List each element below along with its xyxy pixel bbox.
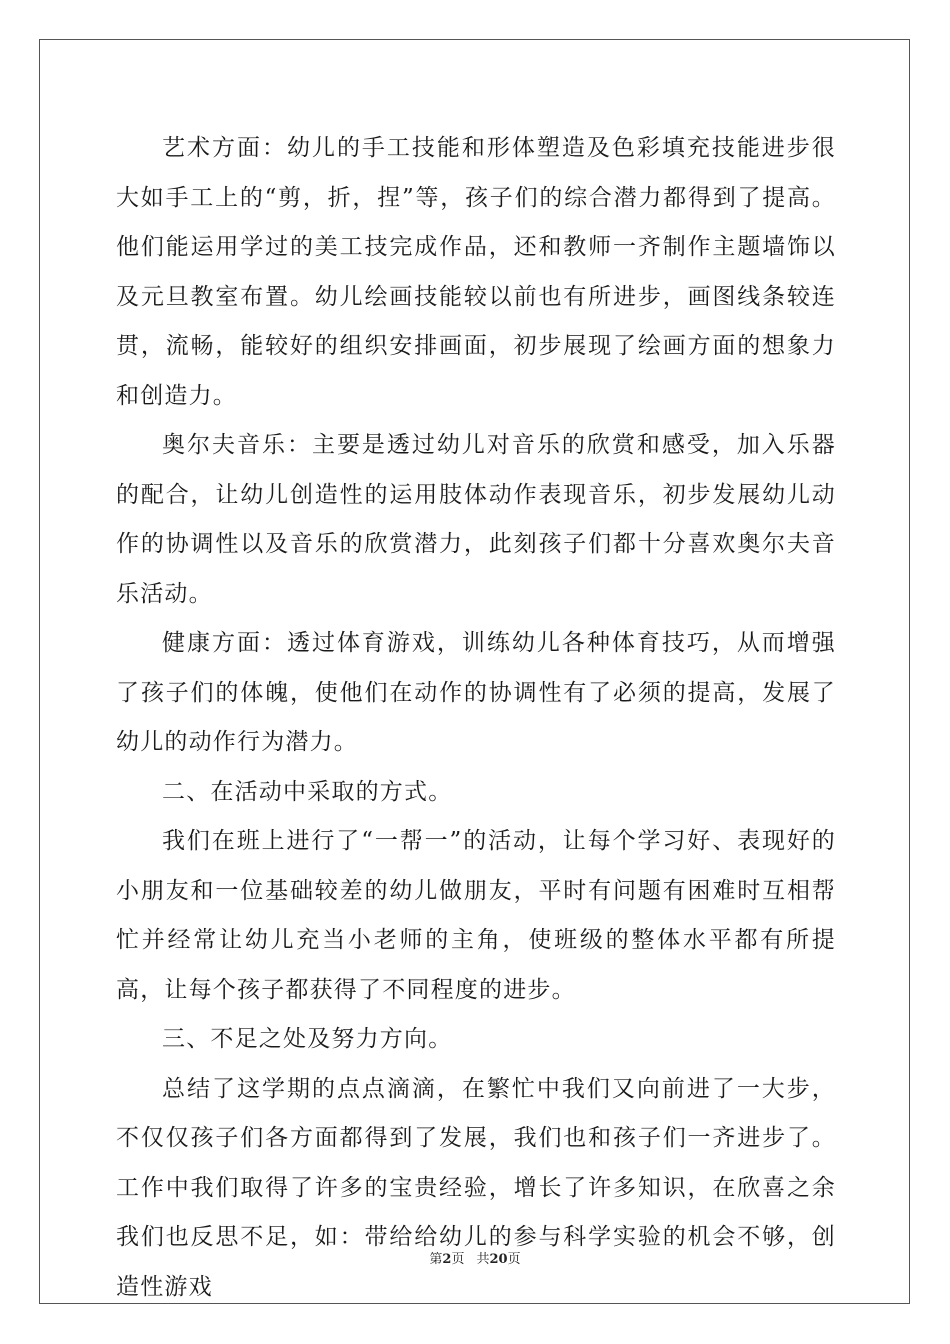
- paragraph-health: 健康方面：透过体育游戏，训练幼儿各种体育技巧，从而增强了孩子们的体魄，使他们在动作的协调性有了必须的提高，发展了幼儿的动作行为潜力。: [116, 630, 836, 755]
- footer-page-number: 2: [442, 1252, 452, 1267]
- section-heading-shortcomings: 三、不足之处及努力方向。: [162, 1026, 453, 1052]
- footer-total-prefix: 共: [476, 1252, 490, 1267]
- paragraph-summary: 总结了这学期的点点滴滴，在繁忙中我们又向前进了一大步，不仅仅孩子们各方面都得到了发展，我们也和孩子们一齐进步了。工作中我们取得了许多的宝贵经验，增长了许多知识，在欣喜之余我们也反思不足，如：带给给幼儿的参与科学实验的机会不够，创造性游戏: [116, 1075, 836, 1300]
- footer-page-suffix: 页: [451, 1252, 465, 1267]
- footer-total-suffix: 页: [507, 1252, 521, 1267]
- paragraph-art: 艺术方面：幼儿的手工技能和形体塑造及色彩填充技能进步很大如手工上的“剪，折，捏”等，孩子们的综合潜力都得到了提高。他们能运用学过的美工技完成作品，还和教师一齐制作主题墙饰以及元旦教室布置。幼儿绘画技能较以前也有所进步，画图线条较连贯，流畅，能较好的组织安排画面，初步展现了绘画方面的想象力和创造力。: [116, 135, 836, 409]
- page-footer: [0, 1248, 950, 1267]
- paragraph-orff-music: 奥尔夫音乐：主要是透过幼儿对音乐的欣赏和感受，加入乐器的配合，让幼儿创造性的运用肢体动作表现音乐，初步发展幼儿动作的协调性以及音乐的欣赏潜力，此刻孩子们都十分喜欢奥尔夫音乐活动。: [116, 432, 836, 607]
- footer-total-pages: 20: [489, 1252, 508, 1267]
- document-body: [116, 124, 836, 1312]
- section-heading-methods: 二、在活动中采取的方式。: [162, 778, 453, 805]
- paragraph-one-help-one: 我们在班上进行了“一帮一”的活动，让每个学习好、表现好的小朋友和一位基础较差的幼儿做朋友，平时有问题有困难时互相帮忙并经常让幼儿充当小老师的主角，使班级的整体水平都有所提高，让每个孩子都获得了不同程度的进步。: [116, 828, 836, 1003]
- footer-page-prefix: 第: [429, 1252, 443, 1267]
